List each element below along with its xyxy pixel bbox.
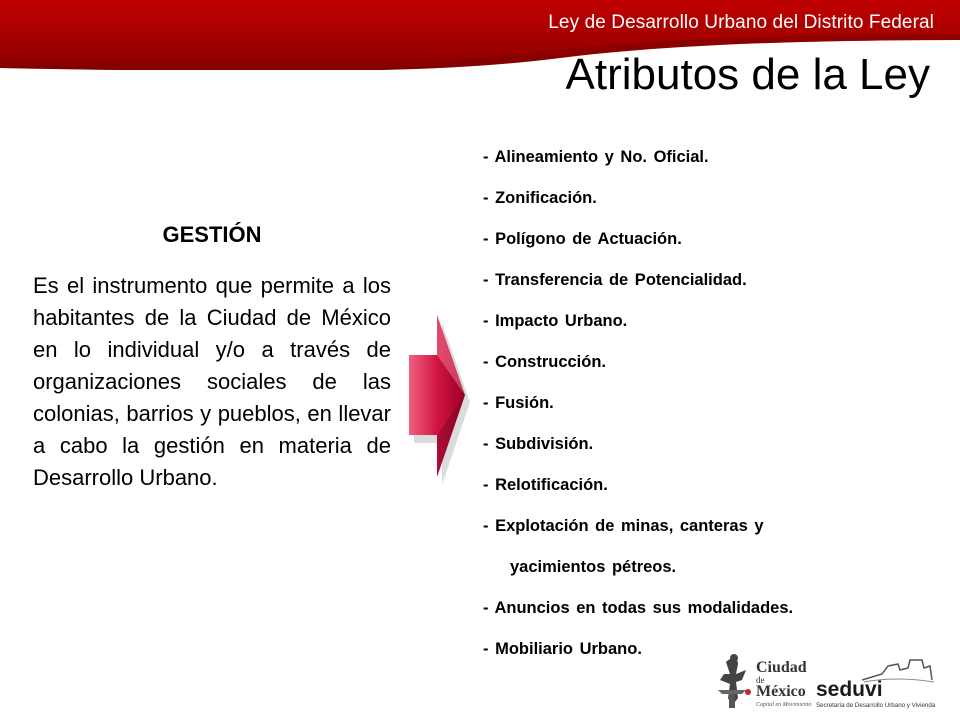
cdmx-tagline: Capital en Movimiento — [756, 702, 812, 708]
seduvi-tagline: Secretaría de Desarrollo Urbano y Vivienda — [816, 702, 936, 709]
list-item: - Explotación de minas, canteras y — [483, 517, 764, 535]
footer-logos — [712, 650, 952, 716]
list-item: - Impacto Urbano. — [483, 312, 628, 330]
section-description: Es el instrumento que permite a los habitantes de la Ciudad de México en lo individual y/o a través de organizaciones sociales de las colonias, barrios y pueblos, en llevar a cabo la gestión en materia de Desarrollo Urbano. — [33, 273, 391, 490]
list-item: - Subdivisión. — [483, 435, 594, 453]
list-item: - Fusión. — [483, 394, 554, 412]
list-item: - Anuncios en todas sus modalidades. — [483, 599, 794, 617]
list-item: - Alineamiento y No. Oficial. — [483, 148, 709, 166]
list-item: - Polígono de Actuación. — [483, 230, 682, 248]
list-item: - Zonificación. — [483, 189, 597, 207]
cdmx-word-de: de — [756, 675, 765, 685]
left-block — [33, 222, 391, 494]
header-law-name: Ley de Desarrollo Urbano del Distrito Federal — [548, 12, 934, 33]
right-arrow-icon — [405, 305, 471, 491]
cdmx-logo — [718, 654, 811, 708]
seduvi-wordmark: seduvi — [816, 678, 883, 701]
cdmx-word-ciudad: Ciudad — [756, 659, 807, 676]
cdmx-word-mexico: México — [756, 683, 806, 700]
list-item: - Transferencia de Potencialidad. — [483, 271, 747, 289]
seduvi-logo — [816, 660, 936, 709]
attributes-list — [483, 143, 943, 676]
list-item: - Relotificación. — [483, 476, 608, 494]
list-item: - Construcción. — [483, 353, 607, 371]
list-item-continuation: yacimientos pétreos. — [510, 558, 677, 576]
slide-title: Atributos de la Ley — [565, 50, 930, 99]
list-item: - Mobiliario Urbano. — [483, 640, 642, 658]
section-heading: GESTIÓN — [162, 222, 262, 247]
